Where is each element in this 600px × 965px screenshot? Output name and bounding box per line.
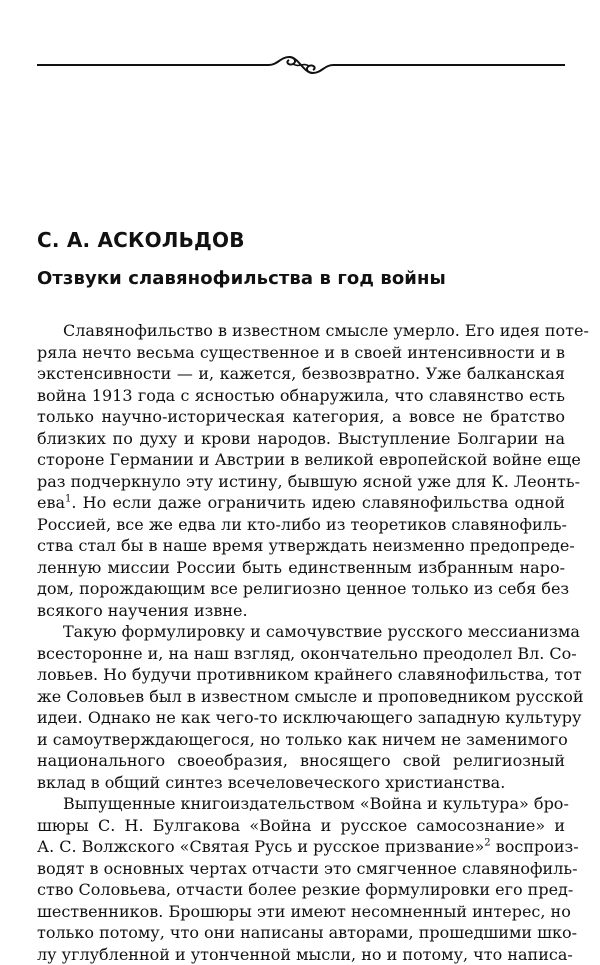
text-line: же Соловьев был в известном смысле и проповедником русской (37, 686, 565, 708)
text-line-with-footnote (37, 836, 565, 858)
text-line: близких по духу и крови народов. Выступление Болгарии на (37, 428, 565, 450)
text-line-with-footnote (37, 492, 565, 514)
ornament-scroll-icon (37, 52, 565, 78)
text-line: всякого научения извне. (37, 600, 565, 622)
text-line: лу углубленной и утонченной мысли, но и потому, что написа- (37, 944, 565, 965)
text-line: только научно-историческая категория, а вовсе не братство (37, 406, 565, 428)
text-line: ряла нечто весьма существенное и в своей интенсивности и в (37, 342, 565, 364)
text-fragment: ева (37, 493, 65, 512)
text-line: ства стал бы в наше время утверждать неизменно предопреде- (37, 535, 565, 557)
paragraph-2 (37, 621, 565, 793)
text-line: Россией, все же едва ли кто-либо из теоретиков славянофиль- (37, 514, 565, 536)
footnote-marker[interactable]: 2 (484, 838, 490, 849)
text-line: только потому, что они написаны авторами, прошедшими шко- (37, 922, 565, 944)
author-heading: С. А. АСКОЛЬДОВ (37, 228, 245, 252)
text-line: экстенсивности — и, кажется, безвозвратно. Уже балканская (37, 363, 565, 385)
text-fragment: . Но если даже ограничить идею славянофильства одной (71, 493, 565, 512)
text-line: шюры С. Н. Булгакова «Война и русское самосознание» и (37, 815, 565, 837)
text-line: ленную миссии России быть единственным избранным наро- (37, 557, 565, 579)
text-line: ство Соловьева, отчасти более резкие формулировки его пред- (37, 879, 565, 901)
paragraph-1 (37, 320, 565, 621)
paragraph-3 (37, 793, 565, 965)
text-line: раз подчеркнуло эту истину, бывшую ясной уже для К. Леонть- (37, 471, 565, 493)
article-title: Отзвуки славянофильства в год войны (37, 268, 446, 289)
footnote-marker[interactable]: 1 (65, 494, 71, 505)
text-fragment: А. С. Волжского «Святая Русь и русское призвание» (37, 837, 484, 856)
text-line: национального своеобразия, вносящего свой религиозный (37, 750, 565, 772)
text-line: идеи. Однако не как чего-то исключающего западную культуру (37, 707, 565, 729)
text-line: Выпущенные книгоиздательством «Война и культура» бро- (37, 793, 565, 815)
text-line: водят в основных чертах отчасти это смягченное славянофиль- (37, 858, 565, 880)
text-line: ловьев. Но будучи противником крайнего славянофильства, тот (37, 664, 565, 686)
article-body (37, 320, 565, 965)
text-line: шественников. Брошюры эти имеют несомненный интерес, но (37, 901, 565, 923)
text-line: вклад в общий синтез всечеловеческого христианства. (37, 772, 565, 794)
text-fragment: воспроиз- (491, 837, 579, 856)
text-line: всесторонне и, на наш взгляд, окончательно преодолел Вл. Со- (37, 643, 565, 665)
text-line: война 1913 года с ясностью обнаружила, что славянство есть (37, 385, 565, 407)
ornamental-header-rule (37, 52, 565, 78)
text-line: дом, порождающим все религиозно ценное только из себя без (37, 578, 565, 600)
text-line: и самоутверждающегося, но только как ничем не заменимого (37, 729, 565, 751)
text-line: стороне Германии и Австрии в великой европейской войне еще (37, 449, 565, 471)
text-line: Такую формулировку и самочувствие русского мессианизма (37, 621, 565, 643)
text-line: Славянофильство в известном смысле умерло. Его идея поте- (37, 320, 565, 342)
